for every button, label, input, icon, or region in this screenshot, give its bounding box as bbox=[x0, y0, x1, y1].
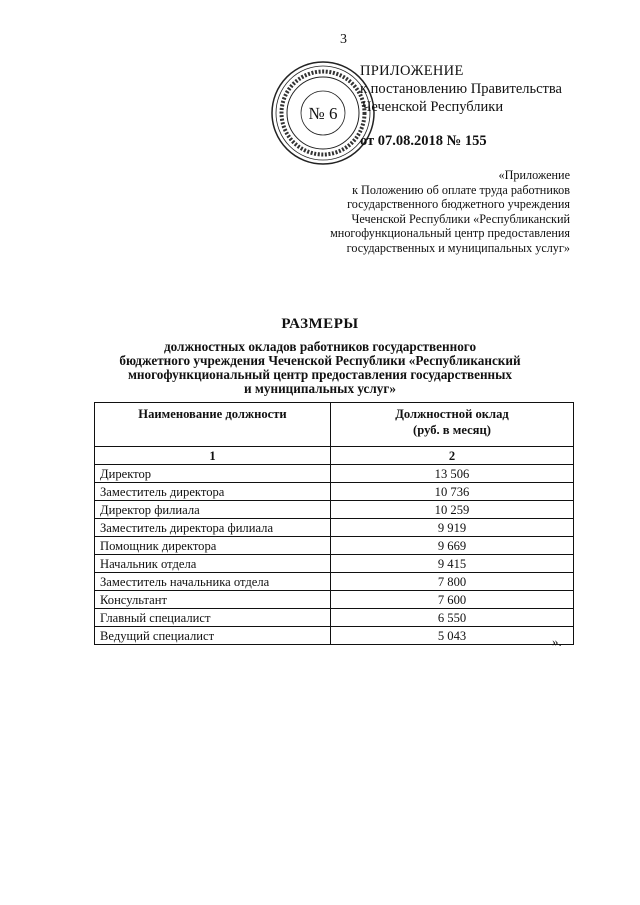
regulation-line: к Положению об оплате труда работников bbox=[352, 182, 570, 197]
subtitle-line: многофункциональный центр предоставления государственных bbox=[127, 367, 513, 382]
salary-cell: 5 043 bbox=[331, 627, 574, 645]
salary-cell: 7 800 bbox=[331, 573, 574, 591]
position-cell: Ведущий специалист bbox=[95, 627, 331, 645]
subtitle-line: должностных окладов работников государственного bbox=[163, 339, 477, 354]
subtitle-line: бюджетного учреждения Чеченской Республики «Республиканский bbox=[119, 353, 521, 368]
position-cell: Начальник отдела bbox=[95, 555, 331, 573]
table-row bbox=[95, 519, 574, 537]
salary-cell: 9 669 bbox=[331, 537, 574, 555]
table-header-row bbox=[95, 403, 574, 447]
column-header-salary-line2: (руб. в месяц) bbox=[413, 423, 491, 437]
column-number-row bbox=[95, 447, 574, 465]
regulation-line: Чеченской Республики «Республиканский bbox=[351, 211, 570, 226]
closing-quote: ». bbox=[552, 634, 562, 649]
subtitle-line: и муниципальных услуг» bbox=[244, 381, 396, 396]
salary-cell: 7 600 bbox=[331, 591, 574, 609]
appendix-heading: ПРИЛОЖЕНИЕ bbox=[360, 63, 464, 79]
table-row bbox=[95, 591, 574, 609]
position-cell: Заместитель директора bbox=[95, 483, 331, 501]
salary-cell: 9 919 bbox=[331, 519, 574, 537]
table-row bbox=[95, 573, 574, 591]
position-cell: Директор филиала bbox=[95, 501, 331, 519]
page-number: 3 bbox=[340, 32, 347, 47]
stamp-number: № 6 bbox=[308, 104, 338, 123]
document-title: РАЗМЕРЫ bbox=[281, 316, 359, 332]
regulation-line: государственного бюджетного учреждения bbox=[347, 197, 570, 211]
position-cell: Директор bbox=[95, 465, 331, 483]
table-row bbox=[95, 609, 574, 627]
position-cell: Заместитель директора филиала bbox=[95, 519, 331, 537]
appendix-block bbox=[360, 62, 562, 150]
position-cell: Заместитель начальника отдела bbox=[95, 573, 331, 591]
regulation-reference bbox=[330, 168, 570, 255]
salary-cell: 13 506 bbox=[331, 465, 574, 483]
regulation-line: многофункциональный центр предоставления bbox=[330, 226, 570, 240]
position-cell: Консультант bbox=[95, 591, 331, 609]
column-number: 1 bbox=[95, 447, 331, 465]
decree-number: от 07.08.2018 № 155 bbox=[360, 133, 487, 149]
salary-cell: 10 259 bbox=[331, 501, 574, 519]
table-row bbox=[95, 501, 574, 519]
position-cell: Помощник директора bbox=[95, 537, 331, 555]
column-number: 2 bbox=[331, 447, 574, 465]
table-row bbox=[95, 483, 574, 501]
column-header-position: Наименование должности bbox=[95, 403, 331, 447]
salary-cell: 10 736 bbox=[331, 483, 574, 501]
regulation-line: «Приложение bbox=[498, 168, 570, 182]
table-row bbox=[95, 465, 574, 483]
column-header-salary-line1: Должностной оклад bbox=[395, 407, 509, 421]
salary-cell: 9 415 bbox=[331, 555, 574, 573]
regulation-line: государственных и муниципальных услуг» bbox=[346, 240, 570, 255]
table-row bbox=[95, 537, 574, 555]
appendix-line-1: к постановлению Правительства bbox=[360, 81, 562, 97]
appendix-line-2: Чеченской Республики bbox=[362, 99, 504, 115]
position-cell: Главный специалист bbox=[95, 609, 331, 627]
salary-cell: 6 550 bbox=[331, 609, 574, 627]
table-row bbox=[95, 555, 574, 573]
column-header-salary bbox=[331, 403, 574, 447]
salary-table bbox=[94, 402, 574, 645]
table-row bbox=[95, 627, 574, 645]
document-subtitle bbox=[60, 340, 580, 396]
